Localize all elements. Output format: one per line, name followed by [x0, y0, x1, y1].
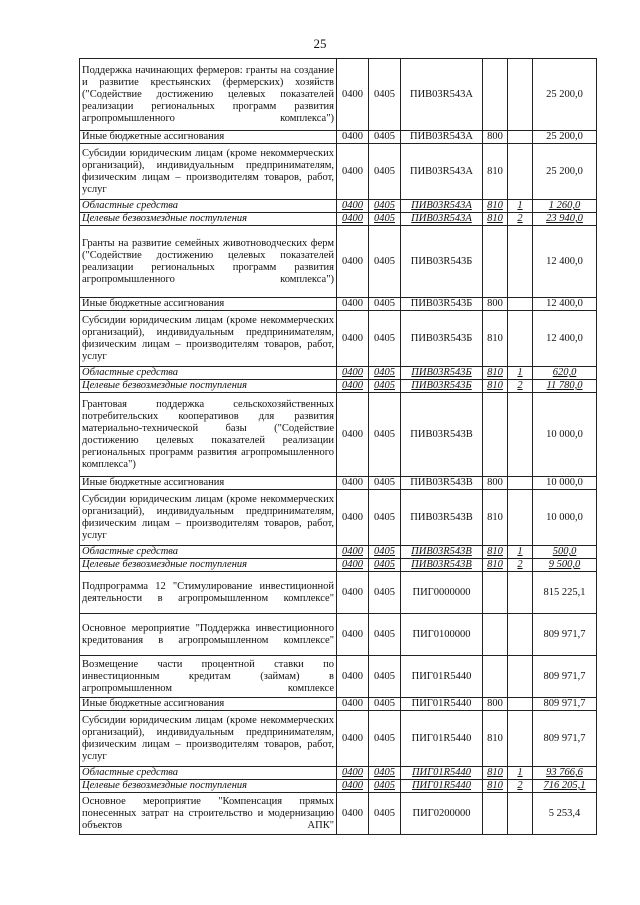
row-target-article-code: ПИГ01R5440	[401, 656, 483, 698]
row-target-article-code: ПИВ03R543А	[401, 144, 483, 200]
row-expense-type-code: 800	[483, 698, 508, 711]
table-row	[80, 477, 597, 490]
row-subsection-code: 0405	[369, 380, 401, 393]
row-name: Областные средства	[80, 200, 337, 213]
table-row	[80, 131, 597, 144]
row-subsection-code: 0405	[369, 200, 401, 213]
row-expense-type-code	[483, 572, 508, 614]
row-amount: 9 500,0	[533, 559, 597, 572]
row-section-code: 0400	[337, 614, 369, 656]
row-expense-type-code: 810	[483, 711, 508, 767]
row-expense-type-code: 810	[483, 311, 508, 367]
row-section-code: 0400	[337, 711, 369, 767]
table-row	[80, 213, 597, 226]
row-target-article-code: ПИВ03R543А	[401, 213, 483, 226]
row-amount: 5 253,4	[533, 793, 597, 835]
row-funding-source-code	[508, 59, 533, 131]
row-target-article-code: ПИВ03R543Б	[401, 380, 483, 393]
row-section-code: 0400	[337, 200, 369, 213]
row-funding-source-code	[508, 656, 533, 698]
table-row	[80, 767, 597, 780]
row-funding-source-code	[508, 311, 533, 367]
row-subsection-code: 0405	[369, 793, 401, 835]
row-section-code: 0400	[337, 546, 369, 559]
row-target-article-code: ПИВ03R543Б	[401, 367, 483, 380]
row-subsection-code: 0405	[369, 490, 401, 546]
row-amount: 25 200,0	[533, 131, 597, 144]
row-amount: 1 260,0	[533, 200, 597, 213]
row-amount: 10 000,0	[533, 477, 597, 490]
row-funding-source-code	[508, 711, 533, 767]
row-subsection-code: 0405	[369, 477, 401, 490]
row-section-code: 0400	[337, 780, 369, 793]
row-expense-type-code	[483, 226, 508, 298]
row-funding-source-code	[508, 614, 533, 656]
row-expense-type-code: 810	[483, 546, 508, 559]
row-target-article-code: ПИГ01R5440	[401, 698, 483, 711]
row-target-article-code: ПИВ03R543В	[401, 477, 483, 490]
row-amount: 809 971,7	[533, 614, 597, 656]
row-name: Целевые безвозмездные поступления	[80, 213, 337, 226]
row-section-code: 0400	[337, 477, 369, 490]
row-section-code: 0400	[337, 59, 369, 131]
table-row	[80, 546, 597, 559]
row-subsection-code: 0405	[369, 698, 401, 711]
row-expense-type-code: 810	[483, 380, 508, 393]
row-name: Иные бюджетные ассигнования	[80, 477, 337, 490]
row-expense-type-code: 810	[483, 780, 508, 793]
row-name: Иные бюджетные ассигнования	[80, 298, 337, 311]
row-name: Областные средства	[80, 546, 337, 559]
row-target-article-code: ПИВ03R543А	[401, 131, 483, 144]
row-section-code: 0400	[337, 698, 369, 711]
row-expense-type-code: 810	[483, 559, 508, 572]
row-name: Поддержка начинающих фермеров: гранты на создание и развитие крестьянских (фермерских) хозяйств ("Содействие достижению целевых показателей реализации региональных программ развития агропромышленного комплекса")	[80, 59, 337, 131]
row-expense-type-code: 810	[483, 200, 508, 213]
row-funding-source-code	[508, 572, 533, 614]
row-amount: 12 400,0	[533, 226, 597, 298]
row-expense-type-code: 800	[483, 477, 508, 490]
row-funding-source-code	[508, 698, 533, 711]
row-name: Иные бюджетные ассигнования	[80, 698, 337, 711]
row-target-article-code: ПИГ01R5440	[401, 767, 483, 780]
row-amount: 809 971,7	[533, 698, 597, 711]
row-section-code: 0400	[337, 767, 369, 780]
budget-table-body	[80, 59, 597, 835]
row-subsection-code: 0405	[369, 144, 401, 200]
table-row	[80, 698, 597, 711]
row-section-code: 0400	[337, 559, 369, 572]
table-row	[80, 711, 597, 767]
row-target-article-code: ПИВ03R543Б	[401, 311, 483, 367]
table-row	[80, 490, 597, 546]
table-row	[80, 311, 597, 367]
row-expense-type-code	[483, 393, 508, 477]
table-row	[80, 780, 597, 793]
row-expense-type-code: 810	[483, 213, 508, 226]
table-row	[80, 793, 597, 835]
row-expense-type-code: 810	[483, 767, 508, 780]
row-target-article-code: ПИВ03R543Б	[401, 226, 483, 298]
row-target-article-code: ПИГ01R5440	[401, 711, 483, 767]
row-name: Подпрограмма 12 "Стимулирование инвестиционной деятельности в агропромышленном комплексе"	[80, 572, 337, 614]
row-subsection-code: 0405	[369, 298, 401, 311]
row-subsection-code: 0405	[369, 767, 401, 780]
row-amount: 25 200,0	[533, 144, 597, 200]
row-funding-source-code	[508, 298, 533, 311]
row-subsection-code: 0405	[369, 780, 401, 793]
row-section-code: 0400	[337, 131, 369, 144]
row-section-code: 0400	[337, 311, 369, 367]
row-subsection-code: 0405	[369, 393, 401, 477]
row-amount: 10 000,0	[533, 490, 597, 546]
row-funding-source-code: 1	[508, 767, 533, 780]
table-row	[80, 380, 597, 393]
row-subsection-code: 0405	[369, 711, 401, 767]
row-section-code: 0400	[337, 656, 369, 698]
table-row	[80, 367, 597, 380]
row-section-code: 0400	[337, 144, 369, 200]
table-row	[80, 614, 597, 656]
row-amount: 25 200,0	[533, 59, 597, 131]
table-row	[80, 572, 597, 614]
row-name: Целевые безвозмездные поступления	[80, 380, 337, 393]
row-name: Иные бюджетные ассигнования	[80, 131, 337, 144]
row-section-code: 0400	[337, 393, 369, 477]
row-amount: 500,0	[533, 546, 597, 559]
row-subsection-code: 0405	[369, 213, 401, 226]
row-expense-type-code: 800	[483, 298, 508, 311]
row-target-article-code: ПИГ0100000	[401, 614, 483, 656]
row-subsection-code: 0405	[369, 559, 401, 572]
row-funding-source-code	[508, 477, 533, 490]
row-amount: 12 400,0	[533, 298, 597, 311]
row-section-code: 0400	[337, 490, 369, 546]
row-amount: 809 971,7	[533, 656, 597, 698]
table-row	[80, 144, 597, 200]
row-section-code: 0400	[337, 226, 369, 298]
table-row	[80, 200, 597, 213]
row-subsection-code: 0405	[369, 614, 401, 656]
row-name: Основное мероприятие "Поддержка инвестиционного кредитования в агропромышленном комплексе"	[80, 614, 337, 656]
row-funding-source-code: 1	[508, 546, 533, 559]
row-subsection-code: 0405	[369, 311, 401, 367]
row-target-article-code: ПИГ01R5440	[401, 780, 483, 793]
row-expense-type-code	[483, 793, 508, 835]
row-target-article-code: ПИГ0000000	[401, 572, 483, 614]
row-funding-source-code: 2	[508, 213, 533, 226]
row-subsection-code: 0405	[369, 131, 401, 144]
table-row	[80, 226, 597, 298]
row-amount: 809 971,7	[533, 711, 597, 767]
row-target-article-code: ПИВ03R543Б	[401, 298, 483, 311]
row-funding-source-code	[508, 490, 533, 546]
row-section-code: 0400	[337, 367, 369, 380]
row-section-code: 0400	[337, 380, 369, 393]
row-expense-type-code	[483, 59, 508, 131]
row-amount: 93 766,6	[533, 767, 597, 780]
row-subsection-code: 0405	[369, 572, 401, 614]
row-amount: 10 000,0	[533, 393, 597, 477]
row-name: Субсидии юридическим лицам (кроме некоммерческих организаций), индивидуальным предпринимателям, физическим лицам – производителям товаров, работ, услуг	[80, 711, 337, 767]
row-amount: 620,0	[533, 367, 597, 380]
row-section-code: 0400	[337, 793, 369, 835]
row-funding-source-code	[508, 144, 533, 200]
row-name: Возмещение части процентной ставки по инвестиционным кредитам (займам) в агропромышленном комплексе	[80, 656, 337, 698]
row-subsection-code: 0405	[369, 546, 401, 559]
table-row	[80, 393, 597, 477]
row-funding-source-code: 2	[508, 380, 533, 393]
row-amount: 716 205,1	[533, 780, 597, 793]
table-row	[80, 59, 597, 131]
row-name: Гранты на развитие семейных животноводческих ферм ("Содействие достижению целевых показателей реализации региональных программ развития агропромышленного комплекса")	[80, 226, 337, 298]
row-name: Субсидии юридическим лицам (кроме некоммерческих организаций), индивидуальным предпринимателям, физическим лицам – производителям товаров, работ, услуг	[80, 311, 337, 367]
row-name: Целевые безвозмездные поступления	[80, 559, 337, 572]
row-amount: 12 400,0	[533, 311, 597, 367]
table-row	[80, 656, 597, 698]
page-number: 25	[313, 36, 327, 51]
row-name: Субсидии юридическим лицам (кроме некоммерческих организаций), индивидуальным предпринимателям, физическим лицам – производителям товаров, работ, услуг	[80, 144, 337, 200]
row-amount: 23 940,0	[533, 213, 597, 226]
row-section-code: 0400	[337, 572, 369, 614]
row-target-article-code: ПИГ0200000	[401, 793, 483, 835]
row-name: Целевые безвозмездные поступления	[80, 780, 337, 793]
row-expense-type-code: 810	[483, 144, 508, 200]
row-funding-source-code	[508, 131, 533, 144]
row-target-article-code: ПИВ03R543В	[401, 490, 483, 546]
row-expense-type-code: 810	[483, 490, 508, 546]
row-amount: 11 780,0	[533, 380, 597, 393]
row-funding-source-code	[508, 393, 533, 477]
row-funding-source-code	[508, 793, 533, 835]
row-expense-type-code: 810	[483, 367, 508, 380]
row-name: Основное мероприятие "Компенсация прямых понесенных затрат на строительство и модернизацию объектов АПК"	[80, 793, 337, 835]
row-target-article-code: ПИВ03R543А	[401, 200, 483, 213]
row-subsection-code: 0405	[369, 656, 401, 698]
row-section-code: 0400	[337, 213, 369, 226]
row-name: Субсидии юридическим лицам (кроме некоммерческих организаций), индивидуальным предпринимателям, физическим лицам – производителям товаров, работ, услуг	[80, 490, 337, 546]
row-funding-source-code: 1	[508, 367, 533, 380]
budget-table	[79, 58, 597, 835]
row-target-article-code: ПИВ03R543В	[401, 393, 483, 477]
row-name: Грантовая поддержка сельскохозяйственных потребительских кооперативов для развития материально-технической базы ("Содействие достижению целевых показателей реализации региональных программ развития агропромышленного комплекса")	[80, 393, 337, 477]
row-section-code: 0400	[337, 298, 369, 311]
row-expense-type-code	[483, 614, 508, 656]
row-funding-source-code: 1	[508, 200, 533, 213]
table-row	[80, 559, 597, 572]
row-amount: 815 225,1	[533, 572, 597, 614]
row-target-article-code: ПИВ03R543В	[401, 546, 483, 559]
row-target-article-code: ПИВ03R543А	[401, 59, 483, 131]
row-funding-source-code	[508, 226, 533, 298]
row-subsection-code: 0405	[369, 367, 401, 380]
row-subsection-code: 0405	[369, 59, 401, 131]
row-expense-type-code: 800	[483, 131, 508, 144]
row-name: Областные средства	[80, 367, 337, 380]
row-subsection-code: 0405	[369, 226, 401, 298]
row-funding-source-code: 2	[508, 559, 533, 572]
row-target-article-code: ПИВ03R543В	[401, 559, 483, 572]
row-name: Областные средства	[80, 767, 337, 780]
table-row	[80, 298, 597, 311]
row-funding-source-code: 2	[508, 780, 533, 793]
row-expense-type-code	[483, 656, 508, 698]
